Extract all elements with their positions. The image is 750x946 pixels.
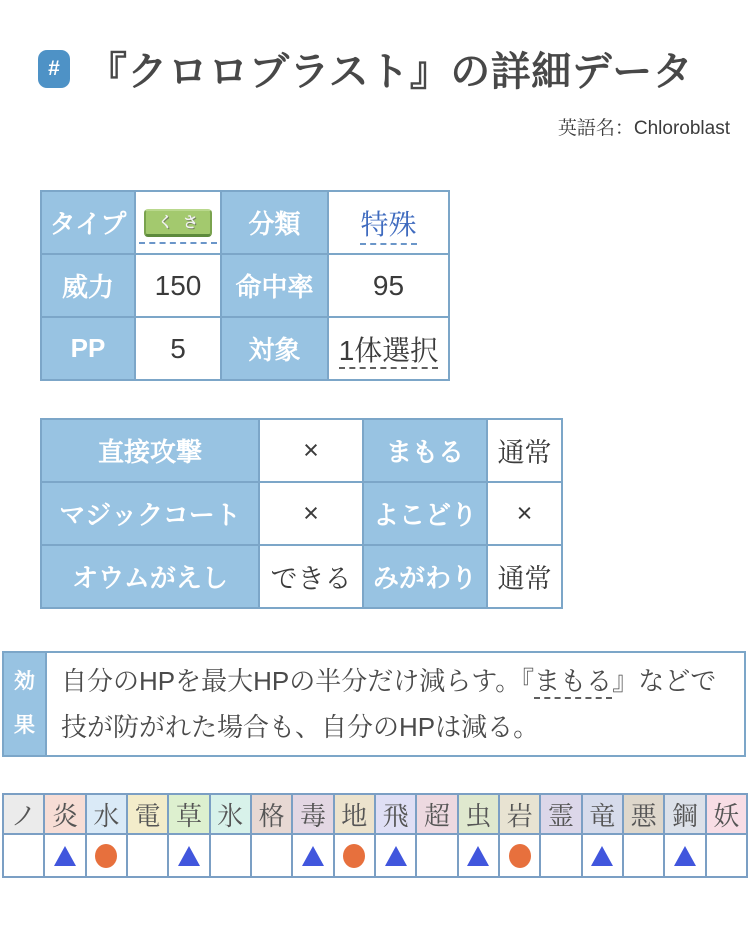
- move-flags-table: [40, 418, 563, 609]
- flags-value-substitute: 通常: [487, 545, 562, 608]
- flags-header-contact: 直接攻撃: [41, 419, 259, 482]
- type-chart-header-13: 霊: [540, 794, 581, 834]
- stats-value-pp: 5: [135, 317, 221, 380]
- type-chart-header-8: 地: [334, 794, 375, 834]
- stats-value-accuracy: 95: [328, 254, 449, 317]
- category-link[interactable]: 特殊: [360, 209, 416, 245]
- type-chart-header-12: 岩: [499, 794, 540, 834]
- flags-value-mirror-move: できる: [259, 545, 363, 608]
- type-chart-cell-4: [168, 834, 209, 877]
- stats-row-power: [41, 254, 449, 317]
- type-chart-cell-6: [251, 834, 292, 877]
- type-chart-cell-1: [44, 834, 85, 877]
- type-chart-cell-12: [499, 834, 540, 877]
- stats-header-type: タイプ: [41, 191, 135, 254]
- stats-value-target: [328, 317, 449, 380]
- flags-row-3: [41, 545, 562, 608]
- type-chart-cell-15: [623, 834, 664, 877]
- type-chart-header-14: 竜: [582, 794, 623, 834]
- type-badge-link[interactable]: [139, 202, 217, 244]
- effect-label: 効果: [4, 653, 47, 755]
- type-chart-header-0: ノ: [3, 794, 44, 834]
- type-chart-cell-13: [540, 834, 581, 877]
- type-chart-cell-16: [664, 834, 705, 877]
- mamoru-tooltip-link[interactable]: まもる: [534, 666, 612, 699]
- stats-row-pp: [41, 317, 449, 380]
- type-chart-header-1: 炎: [44, 794, 85, 834]
- flags-value-magic-coat: ×: [259, 482, 363, 545]
- hash-anchor-icon[interactable]: #: [38, 50, 70, 88]
- effect-text-before: 自分のHPを最大HPの半分だけ減らす。『: [61, 666, 535, 696]
- triangle-up-icon: [674, 846, 696, 866]
- triangle-up-icon: [467, 846, 489, 866]
- type-chart-header-3: 電: [127, 794, 168, 834]
- type-chart-header-16: 鋼: [664, 794, 705, 834]
- stats-header-category: 分類: [221, 191, 328, 254]
- stats-value-type: [135, 191, 221, 254]
- stats-value-category: [328, 191, 449, 254]
- triangle-up-icon: [385, 846, 407, 866]
- type-chart-cell-7: [292, 834, 333, 877]
- triangle-up-icon: [591, 846, 613, 866]
- type-chart-cell-11: [458, 834, 499, 877]
- effect-box: [2, 651, 746, 757]
- grass-type-badge-icon[interactable]: くさ: [144, 209, 212, 237]
- type-chart-header-5: 氷: [210, 794, 251, 834]
- type-chart-header-10: 超: [416, 794, 457, 834]
- type-chart-header-2: 水: [86, 794, 127, 834]
- effect-text-after: 』などで技が防がれた場合も、自分のHPは減る。: [61, 666, 717, 742]
- type-chart-cell-5: [210, 834, 251, 877]
- flags-value-contact: ×: [259, 419, 363, 482]
- circle-icon: [509, 844, 531, 868]
- flags-row-2: [41, 482, 562, 545]
- type-chart-header-17: 妖: [706, 794, 747, 834]
- type-effectiveness-table: [2, 793, 748, 878]
- stats-value-power: 150: [135, 254, 221, 317]
- type-chart-header-row: [3, 794, 747, 834]
- type-chart-cell-3: [127, 834, 168, 877]
- effect-description: [47, 653, 744, 755]
- english-name-label: 英語名：Chloroblast: [557, 118, 730, 139]
- flags-header-substitute: みがわり: [363, 545, 487, 608]
- target-tooltip-link[interactable]: 1体選択: [339, 335, 439, 369]
- type-chart-cell-17: [706, 834, 747, 877]
- flags-header-snatch: よこどり: [363, 482, 487, 545]
- type-chart-cell-9: [375, 834, 416, 877]
- stats-header-target: 対象: [221, 317, 328, 380]
- type-chart-header-4: 草: [168, 794, 209, 834]
- type-chart-header-15: 悪: [623, 794, 664, 834]
- circle-icon: [95, 844, 117, 868]
- flags-header-protect: まもる: [363, 419, 487, 482]
- type-chart-cell-2: [86, 834, 127, 877]
- triangle-up-icon: [54, 846, 76, 866]
- flags-row-1: [41, 419, 562, 482]
- type-chart-header-7: 毒: [292, 794, 333, 834]
- flags-header-magic-coat: マジックコート: [41, 482, 259, 545]
- type-chart-header-11: 虫: [458, 794, 499, 834]
- circle-icon: [343, 844, 365, 868]
- type-chart-cell-8: [334, 834, 375, 877]
- flags-header-mirror-move: オウムがえし: [41, 545, 259, 608]
- stats-header-pp: PP: [41, 317, 135, 380]
- triangle-up-icon: [178, 846, 200, 866]
- page-title: 『クロロブラスト』の詳細データ: [87, 50, 694, 94]
- flags-value-protect: 通常: [487, 419, 562, 482]
- page-header: [38, 40, 750, 97]
- triangle-up-icon: [302, 846, 324, 866]
- stats-header-power: 威力: [41, 254, 135, 317]
- type-chart-cell-0: [3, 834, 44, 877]
- stats-header-accuracy: 命中率: [221, 254, 328, 317]
- type-chart-cell-10: [416, 834, 457, 877]
- move-stats-table: [40, 190, 450, 381]
- type-chart-header-6: 格: [251, 794, 292, 834]
- type-chart-mark-row: [3, 834, 747, 877]
- stats-row-type: [41, 191, 449, 254]
- type-chart-cell-14: [582, 834, 623, 877]
- flags-value-snatch: ×: [487, 482, 562, 545]
- type-chart-header-9: 飛: [375, 794, 416, 834]
